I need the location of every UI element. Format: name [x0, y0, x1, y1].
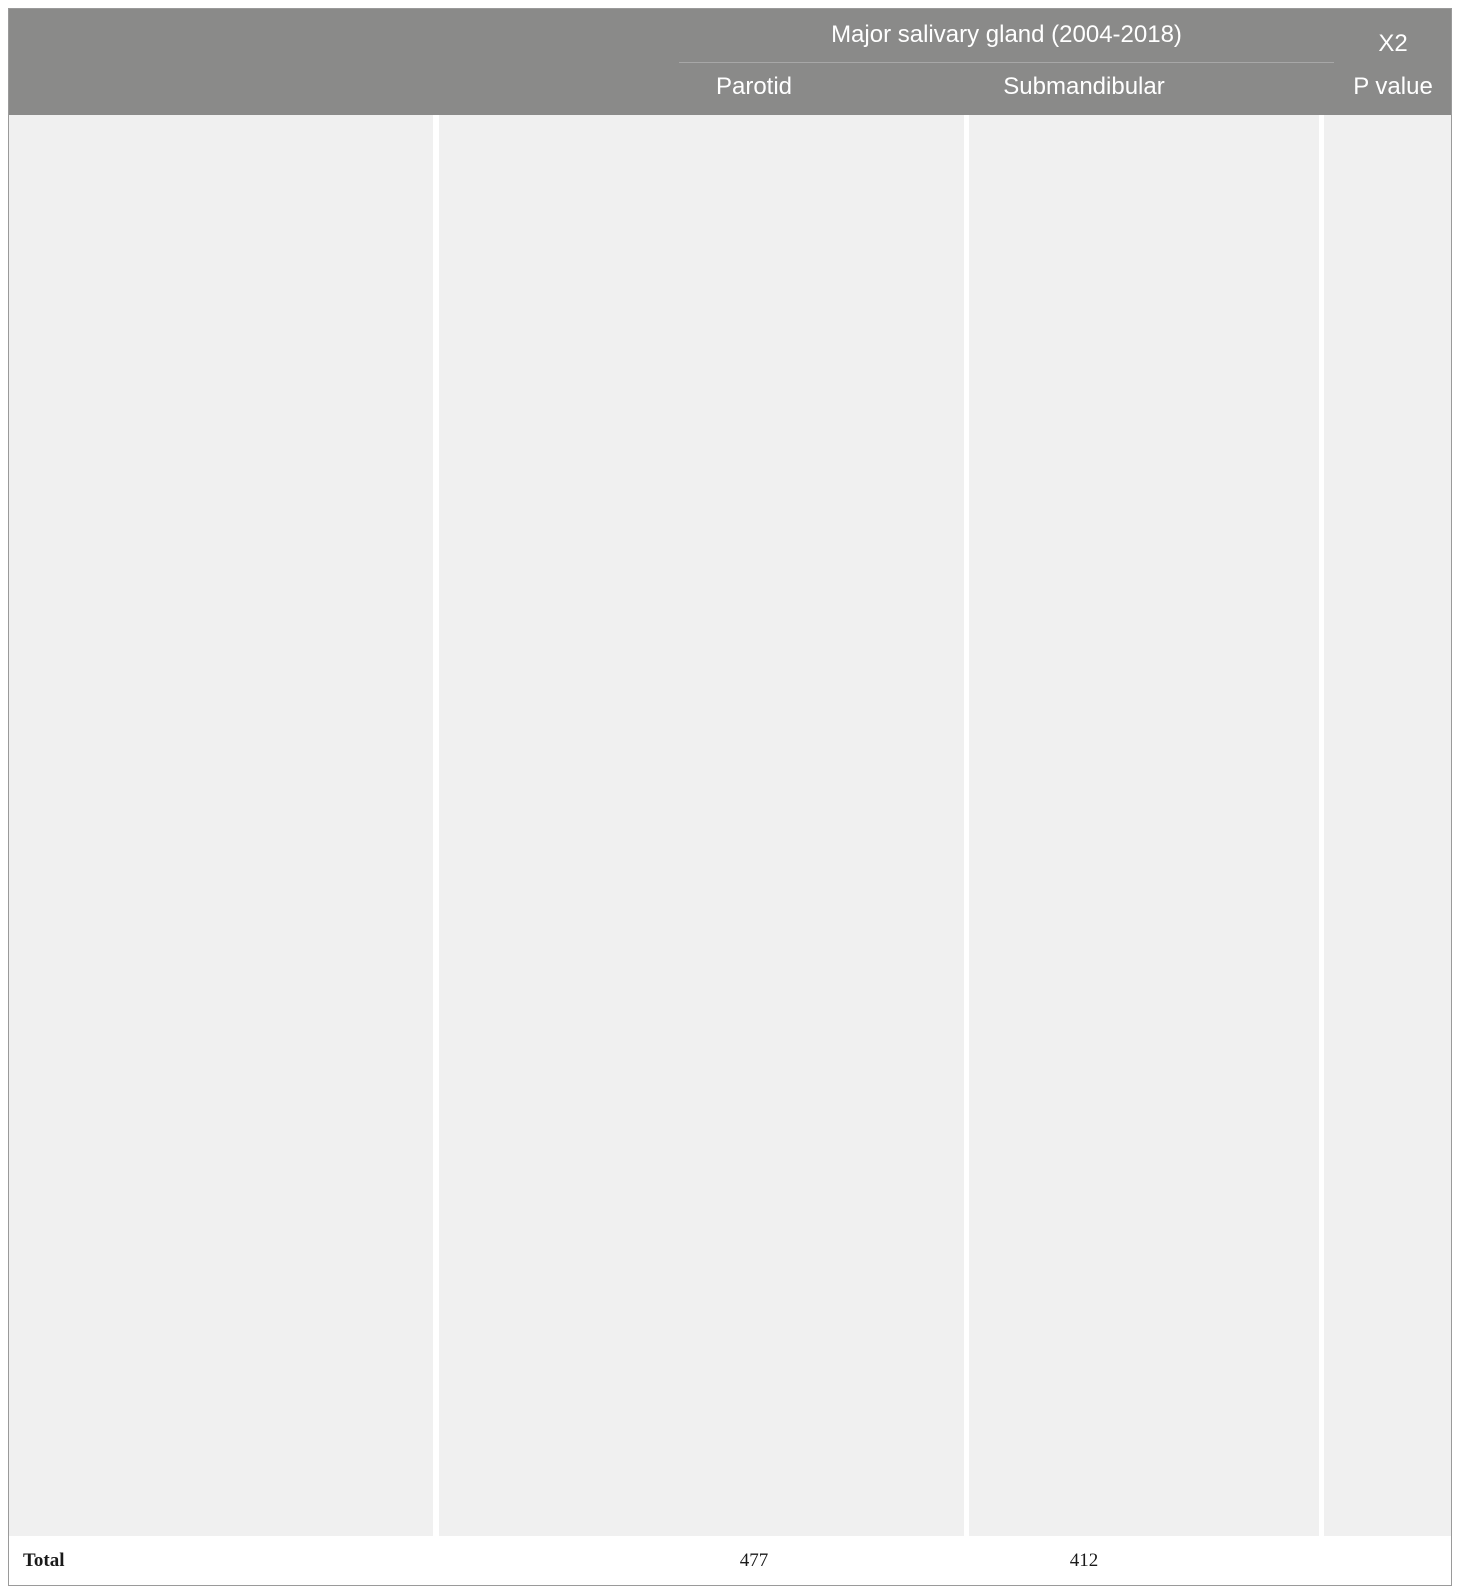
table-row [9, 948, 1451, 997]
row-divider [1324, 1095, 1452, 1144]
row-divider [9, 1438, 433, 1487]
table-row [9, 1438, 1451, 1487]
row-divider [969, 458, 1319, 507]
table-row [9, 409, 1451, 458]
table-row [9, 1487, 1451, 1536]
row-divider [439, 409, 964, 458]
row-divider [1324, 1340, 1452, 1389]
table-row [9, 703, 1451, 752]
row-divider [9, 1291, 433, 1340]
row-divider [439, 1242, 964, 1291]
row-divider [439, 164, 964, 213]
row-divider [439, 997, 964, 1046]
table-row [9, 1340, 1451, 1389]
row-divider [439, 1487, 964, 1536]
row-divider [1324, 1144, 1452, 1193]
row-divider [1324, 507, 1452, 556]
table-row [9, 556, 1451, 605]
row-variable: Total [23, 1550, 65, 1571]
row-divider [969, 360, 1319, 409]
row-divider [439, 1291, 964, 1340]
row-divider [969, 850, 1319, 899]
table-row [9, 654, 1451, 703]
table-row [9, 1242, 1451, 1291]
row-divider [9, 850, 433, 899]
row-divider [439, 556, 964, 605]
row-divider [9, 1389, 433, 1438]
row-divider [969, 1242, 1319, 1291]
row-divider [9, 1340, 433, 1389]
row-divider [439, 1046, 964, 1095]
row-divider [969, 1046, 1319, 1095]
table-row [9, 1144, 1451, 1193]
row-divider [439, 311, 964, 360]
row-divider [1324, 164, 1452, 213]
row-divider [439, 360, 964, 409]
row-divider [1324, 1438, 1452, 1487]
row-divider [9, 458, 433, 507]
row-divider [439, 458, 964, 507]
row-divider [969, 1340, 1319, 1389]
row-divider [969, 311, 1319, 360]
table-row [9, 801, 1451, 850]
table-body [9, 115, 1451, 1585]
row-divider [439, 507, 964, 556]
row-divider [969, 1438, 1319, 1487]
row-divider [969, 164, 1319, 213]
row-divider [969, 948, 1319, 997]
header-divider [679, 62, 1334, 63]
row-divider [439, 1193, 964, 1242]
row-divider [969, 1291, 1319, 1340]
row-divider [439, 1095, 964, 1144]
row-divider [969, 409, 1319, 458]
row-divider [9, 164, 433, 213]
row-divider [1324, 997, 1452, 1046]
row-divider [9, 1487, 433, 1536]
row-divider [9, 262, 433, 311]
row-divider [1324, 409, 1452, 458]
row-divider [9, 752, 433, 801]
row-divider [9, 213, 433, 262]
row-divider [9, 948, 433, 997]
row-divider [1324, 752, 1452, 801]
row-divider [1324, 115, 1452, 164]
table-row [9, 164, 1451, 213]
row-divider [9, 801, 433, 850]
row-divider [439, 801, 964, 850]
row-divider [439, 115, 964, 164]
row-divider [969, 115, 1319, 164]
header-p-value: P value [1353, 73, 1433, 100]
header-submandibular: Submandibular [1003, 73, 1165, 100]
table-row [9, 605, 1451, 654]
row-divider [969, 262, 1319, 311]
row-divider [439, 850, 964, 899]
row-divider [9, 409, 433, 458]
row-divider [439, 899, 964, 948]
row-divider [439, 605, 964, 654]
row-divider [439, 262, 964, 311]
row-divider [9, 1242, 433, 1291]
header-group-label: Major salivary gland (2004-2018) [831, 21, 1182, 48]
row-divider [439, 1438, 964, 1487]
header-x2-label: X2 [1378, 30, 1408, 57]
row-divider [9, 1046, 433, 1095]
table-row [9, 507, 1451, 556]
table-row [9, 997, 1451, 1046]
row-divider [439, 213, 964, 262]
row-divider [9, 997, 433, 1046]
row-parotid-value: 477 [739, 1550, 769, 1571]
table-row [9, 850, 1451, 899]
row-divider [9, 605, 433, 654]
row-divider [969, 1095, 1319, 1144]
row-divider [439, 752, 964, 801]
row-divider [1324, 458, 1452, 507]
row-divider [1324, 1487, 1452, 1536]
data-table [8, 8, 1452, 1586]
row-divider [969, 1144, 1319, 1193]
row-divider [9, 507, 433, 556]
row-divider [9, 556, 433, 605]
row-divider [1324, 654, 1452, 703]
table-header [9, 9, 1451, 115]
row-divider [969, 1487, 1319, 1536]
row-divider [969, 752, 1319, 801]
row-divider [1324, 262, 1452, 311]
row-category [439, 1536, 539, 1585]
row-divider [1324, 801, 1452, 850]
row-divider [9, 115, 433, 164]
table-row [9, 752, 1451, 801]
row-divider [1324, 703, 1452, 752]
table-row [9, 115, 1451, 164]
row-divider [9, 1144, 433, 1193]
row-divider [9, 703, 433, 752]
row-divider [439, 948, 964, 997]
row-divider [439, 703, 964, 752]
table-row [9, 1389, 1451, 1438]
row-divider [969, 801, 1319, 850]
table-row [9, 899, 1451, 948]
row-divider [1324, 556, 1452, 605]
row-divider [969, 703, 1319, 752]
row-divider [439, 1144, 964, 1193]
row-divider [1324, 1046, 1452, 1095]
row-divider [969, 997, 1319, 1046]
row-divider [439, 1340, 964, 1389]
table-row [9, 262, 1451, 311]
row-divider [1324, 1291, 1452, 1340]
row-divider [1324, 360, 1452, 409]
row-divider [969, 899, 1319, 948]
table-row [9, 458, 1451, 507]
row-divider [439, 1389, 964, 1438]
row-divider [969, 1193, 1319, 1242]
row-divider [969, 507, 1319, 556]
row-divider [1324, 948, 1452, 997]
row-divider [9, 899, 433, 948]
row-divider [1324, 1193, 1452, 1242]
table-row [9, 360, 1451, 409]
header-parotid: Parotid [715, 73, 793, 100]
table-row [9, 1291, 1451, 1340]
row-divider [969, 1389, 1319, 1438]
row-divider [9, 1193, 433, 1242]
table-row [9, 1046, 1451, 1095]
table-row [9, 1536, 1451, 1585]
row-divider [1324, 899, 1452, 948]
row-divider [969, 654, 1319, 703]
row-divider [1324, 605, 1452, 654]
table-row [9, 1095, 1451, 1144]
row-divider [9, 654, 433, 703]
table-row [9, 311, 1451, 360]
row-divider [1324, 311, 1452, 360]
row-divider [1324, 850, 1452, 899]
row-divider [1324, 213, 1452, 262]
row-divider [969, 213, 1319, 262]
row-p-value [1334, 1536, 1452, 1585]
row-submandibular-value: 412 [1069, 1550, 1099, 1571]
row-divider [1324, 1242, 1452, 1291]
row-divider [969, 556, 1319, 605]
table-row [9, 1193, 1451, 1242]
row-divider [1324, 1389, 1452, 1438]
row-divider [969, 605, 1319, 654]
row-divider [9, 1095, 433, 1144]
row-divider [9, 360, 433, 409]
row-divider [9, 311, 433, 360]
row-divider [439, 654, 964, 703]
table-row [9, 213, 1451, 262]
